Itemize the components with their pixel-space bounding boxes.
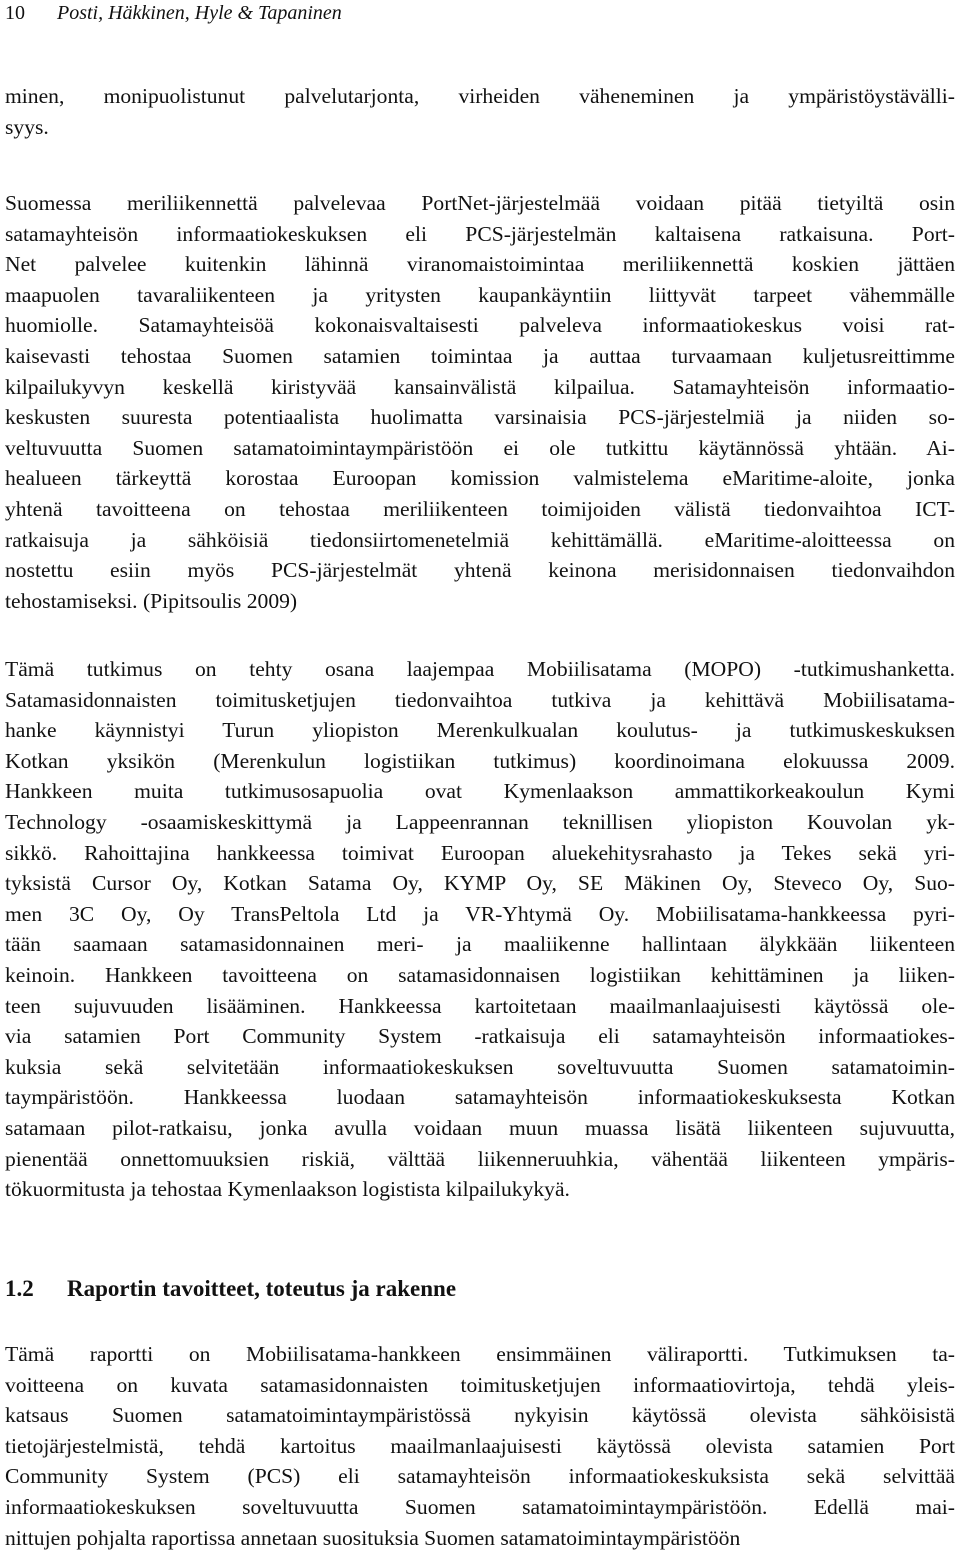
text-line: via satamien Port Community System -ratkaisuja eli satamayhteisön informaatiokes- <box>5 1024 955 1049</box>
section-title: Raportin tavoitteet, toteutus ja rakenne <box>67 1276 457 1301</box>
running-header-authors: Posti, Häkkinen, Hyle & Tapaninen <box>57 2 342 24</box>
section-heading <box>5 1274 456 1304</box>
text-line: voitteena on kuvata satamasidonnaisten toimitusketjujen informaatiovirtoja, tehdä yleis- <box>5 1372 955 1397</box>
text-line: tehostamiseksi. (Pipitsoulis 2009) <box>5 588 298 613</box>
paragraph-report-goals <box>5 1339 955 1553</box>
text-line: syys. <box>5 114 49 139</box>
text-line: Technology -osaamiskeskittymä ja Lappeenrannan teknillisen yliopiston Kouvolan yk- <box>5 809 955 834</box>
text-line: kilpailukyvyn keskellä kiristyvää kansainvälistä kilpailua. Satamayhteisön informaatio- <box>5 374 955 399</box>
text-line: pienentää onnettomuuksien riskiä, välttää liikenneruuhkia, vähentää liikenteen ympäris- <box>5 1146 955 1171</box>
text-line: satamayhteisön informaatiokeskuksen eli PCS-järjestelmän kaltaisena ratkaisuna. Port- <box>5 221 955 246</box>
page-number: 10 <box>5 2 25 24</box>
text-line: keskusten suuresta potentiaalista huolimatta varsinaisia PCS-järjestelmiä ja niiden so- <box>5 405 955 430</box>
text-line: tään saamaan satamasidonnainen meri- ja maaliikenne hallintaan älykkään liikenteen <box>5 932 955 957</box>
text-line: kaisevasti tehostaa Suomen satamien toimintaa ja auttaa turvaamaan kuljetusreittimme <box>5 343 955 368</box>
text-line: Hankkeen muita tutkimusosapuolia ovat Kymenlaakson ammattikorkeakoulun Kymi <box>5 779 955 804</box>
text-line: taympäristöön. Hankkeessa luodaan satamayhteisön informaatiokeskuksesta Kotkan <box>5 1085 955 1110</box>
text-line: Satamasidonnaisten toimitusketjujen tiedonvaihtoa tutkiva ja kehittävä Mobiilisatama- <box>5 687 955 712</box>
text-line: Community System (PCS) eli satamayhteisön informaatiokeskuksista sekä selvittää <box>5 1464 955 1489</box>
text-line: ratkaisuja ja sähköisiä tiedonsiirtomenetelmiä kehittämällä. eMaritime-aloitteessa on <box>5 527 955 552</box>
text-line: healueen tärkeyttä korostaa Euroopan komission valmistelema eMaritime-aloite, jonka <box>5 466 955 491</box>
text-line: huomiolle. Satamayhteisöä kokonaisvaltaisesti palveleva informaatiokeskus voisi rat- <box>5 313 955 338</box>
text-line: men 3C Oy, Oy TransPeltola Ltd ja VR-Yhtymä Oy. Mobiilisatama-hankkeessa pyri- <box>5 901 955 926</box>
paragraph-portnet <box>5 188 955 616</box>
text-line: veltuvuutta Suomen satamatoimintaympäristöön ei ole tutkittu käytännössä yhtään. Ai- <box>5 435 955 460</box>
text-line: informaatiokeskuksen soveltuvuutta Suomen satamatoimintaympäristöön. Edellä mai- <box>5 1494 955 1519</box>
text-line: yhtenä tavoitteena on tehostaa meriliikenteen toimijoiden välistä tiedonvaihtoa ICT- <box>5 496 955 521</box>
text-line: kuksia sekä selvitetään informaatiokeskuksen soveltuvuutta Suomen satamatoimin- <box>5 1054 955 1079</box>
text-line: nostettu esiin myös PCS-järjestelmät yhtenä keinona merisidonnaisen tiedonvaihdon <box>5 558 955 583</box>
text-line: minen, monipuolistunut palvelutarjonta, virheiden väheneminen ja ympäristöystävälli- <box>5 84 955 108</box>
text-line: nittujen pohjalta raportissa annetaan suosituksia Suomen satamatoimintaympäristöön <box>5 1525 741 1550</box>
text-line: satamaan pilot-ratkaisu, jonka avulla voidaan muun muassa lisätä liikenteen sujuvuutta, <box>5 1115 955 1140</box>
text-line: tökuormitusta ja tehostaa Kymenlaakson logistista kilpailukykyä. <box>5 1177 570 1202</box>
text-line: sikkö. Rahoittajina hankkeessa toimivat Euroopan aluekehitysrahasto ja Tekes sekä yri- <box>5 840 955 865</box>
paragraph-mobiilisatama-project <box>5 654 955 1205</box>
text-line: hanke käynnistyi Turun yliopiston Merenkulkualan koulutus- ja tutkimuskeskuksen <box>5 718 955 743</box>
text-line: maapuolen tavaraliikenteen ja yritysten kaupankäyntiin liittyvät tarpeet vähemmälle <box>5 282 955 307</box>
text-line: tietojärjestelmistä, tehdä kartoitus maailmanlaajuisesti käytössä olevista satamien Port <box>5 1433 955 1458</box>
running-header <box>5 2 342 24</box>
text-line: tyksistä Cursor Oy, Kotkan Satama Oy, KYMP Oy, SE Mäkinen Oy, Steveco Oy, Suo- <box>5 871 955 896</box>
text-line: katsaus Suomen satamatoimintaympäristössä nykyisin käytössä olevista sähköisistä <box>5 1403 955 1428</box>
text-line: Net palvelee kuitenkin lähinnä viranomaistoimintaa meriliikennettä koskien jättäen <box>5 252 955 277</box>
text-line: Tämä raportti on Mobiilisatama-hankkeen ensimmäinen väliraportti. Tutkimuksen ta- <box>5 1342 955 1366</box>
paragraph-intro-continuation <box>5 81 955 142</box>
section-number: 1.2 <box>5 1276 34 1301</box>
text-line: teen sujuvuuden lisääminen. Hankkeessa kartoitetaan maailmanlaajuisesti käytössä ole- <box>5 993 955 1018</box>
text-line: Kotkan yksikön (Merenkulun logistiikan tutkimus) koordinoimana elokuussa 2009. <box>5 748 955 773</box>
text-line: Tämä tutkimus on tehty osana laajempaa Mobiilisatama (MOPO) -tutkimushanketta. <box>5 657 955 681</box>
text-line: Suomessa meriliikennettä palvelevaa PortNet-järjestelmää voidaan pitää tietyiltä osin <box>5 191 955 215</box>
text-line: keinoin. Hankkeen tavoitteena on satamasidonnaisen logistiikan kehittäminen ja liiken- <box>5 962 955 987</box>
